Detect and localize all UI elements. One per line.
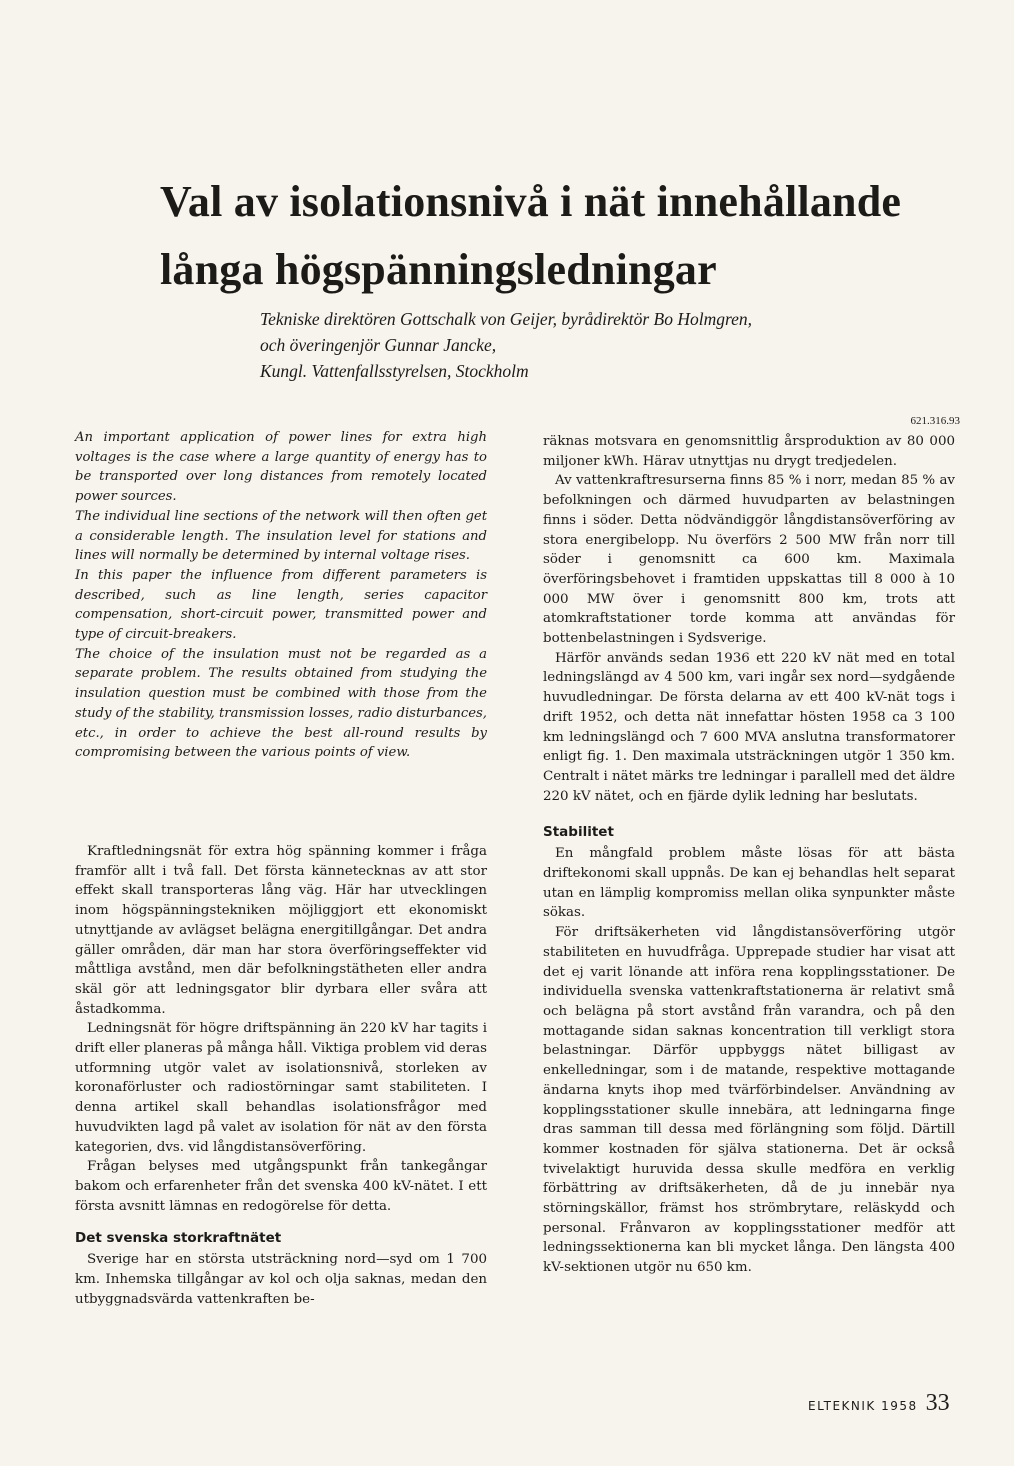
- page-number: 33: [925, 1390, 950, 1416]
- abstract-paragraph: An important application of power lines for extra high voltages is the case where a large quantity of energy has to be transported over long distances from remotely located power sources.: [75, 430, 487, 505]
- section-heading: Det svenska storkraftnätet: [75, 1230, 282, 1247]
- left-body-column: [75, 842, 487, 1309]
- abstract-paragraph: In this paper the influence from different parameters is described, such as line length, series capacitor compensation, short-circuit power, transmitted power and type of circuit-breakers.: [75, 567, 487, 643]
- author-affiliation: Kungl. Vattenfallsstyrelsen, Stockholm: [260, 361, 529, 381]
- article-title: [160, 168, 960, 304]
- page-footer: [808, 1390, 968, 1417]
- body-paragraph: Frågan belyses med utgångspunkt från tankegångar bakom och erfarenheter från det svenska 400 kV-nätet. I ett första avsnitt lämnas en redogörelse för detta.: [75, 1159, 487, 1214]
- body-paragraph: Av vattenkraftresurserna finns 85 % i norr, medan 85 % av befolkningen och därmed huvudparten av belastningen finns i söder. Detta nödvändiggör långdistansöverföring av stora energibelopp. Nu överförs 2 500 MW från norr till söder i genomsnitt ca 600 km. Maximala överföringsbehovet i framtiden uppskattas till 8 000 à 10 000 MW över i genomsnitt 800 km, trots att atomkraftstationer torde komma att användas för bottenbelastningen i Sydsverige.: [543, 473, 955, 647]
- author-block: [260, 306, 900, 384]
- udc-classification: 621.316.93: [910, 415, 960, 427]
- section-heading: Stabilitet: [543, 824, 614, 841]
- right-body-column: [543, 432, 955, 1278]
- body-paragraph: Härför används sedan 1936 ett 220 kV nät med en total ledningslängd av 4 500 km, vari ingår sex nord—sydgående huvudledningar. De första delarna av ett 400 kV-nät togs i drift 1952, och detta nät innefattar hösten 1958 ca 3 100 km ledningslängd och 7 600 MVA anslutna transformatorer enligt fig. 1. Den maximala utsträckningen utgör 1 350 km. Centralt i nätet märks tre ledningar i parallell med det äldre 220 kV nätet, och en fjärde dylik ledning har beslutats.: [543, 650, 955, 804]
- body-paragraph: En mångfald problem måste lösas för att bästa driftekonomi skall uppnås. De kan ej behandlas helt separat utan en lämplig kompromiss mellan olika synpunkter måste sökas.: [543, 846, 955, 921]
- journal-name: ELTEKNIK 1958: [808, 1399, 918, 1413]
- abstract-paragraph: The individual line sections of the network will then often get a considerable length. The insulation level for stations and lines will normally be determined by internal voltage rises.: [75, 508, 488, 564]
- body-paragraph: Ledningsnät för högre driftspänning än 220 kV har tagits i drift eller planeras på många håll. Viktiga problem vid deras utformning utgör valet av isolationsnivå, storleken av koronaförluster och radiostörningar samt stabiliteten. I denna artikel skall behandlas isolationsfrågor med huvudvikten lagd på valet av isolation för nät av den första kategorien, dvs. vid långdistansöverföring.: [75, 1021, 487, 1155]
- title-line-2: långa högspänningsledningar: [160, 245, 717, 294]
- english-abstract: [75, 428, 487, 763]
- abstract-paragraph: The choice of the insulation must not be regarded as a separate problem. The results obtained from studying the insulation question must be combined with those from the study of the stability, transmission losses, radio disturbances, etc., in order to achieve the best all-round results by compromising between the various points of view.: [75, 646, 487, 761]
- title-line-1: Val av isolationsnivå i nät innehållande: [160, 177, 902, 226]
- body-paragraph: räknas motsvara en genomsnittlig årsproduktion av 80 000 miljoner kWh. Härav utnyttjas nu drygt tredjedelen.: [543, 434, 955, 469]
- author-line-1: Tekniske direktören Gottschalk von Geijer, byrådirektör Bo Holmgren,: [260, 309, 753, 329]
- body-paragraph: Sverige har en största utsträckning nord—syd om 1 700 km. Inhemska tillgångar av kol och olja saknas, medan den utbyggnadsvärda vattenkraften be-: [75, 1252, 487, 1307]
- body-paragraph: Kraftledningsnät för extra hög spänning kommer i fråga framför allt i två fall. Det första kännetecknas av att stor effekt skall transporteras lång väg. Här har utvecklingen inom högspänningstekniken möjliggjort ett ekonomiskt utnyttjande av avlägset belägna energitillgångar. Det andra gäller områden, där man har stora överföringseffekter vid måttliga avstånd, men där befolkningstätheten eller andra skäl gör att ledningsgator blir dyrbara eller svåra att åstadkomma.: [75, 844, 487, 1017]
- body-paragraph: För driftsäkerheten vid långdistansöverföring utgör stabiliteten en huvudfråga. Upprepade studier har visat att det ej varit lönande att införa rena kopplingsstationer. De individuella svenska vattenkraftstationerna är relativt små och belägna på stort avstånd från varandra, och på den mottagande sidan saknas koncentration till verkligt stora belastningar. Därför uppbyggs nätet billigast av enkelledningar, som i de matande, respektive mottagande ändarna knyts ihop med tvärförbindelser. Användning av kopplingsstationer skulle innebära, att ledningarna finge dras samman till dessa med förlängning som följd. Därtill kommer kostnaden för själva stationerna. Det är också tvivelaktigt huruvida dessa skulle medföra en verklig förbättring av driftsäkerheten, då de ju innebär nya störningskällor, främst hos strömbrytare, reläskydd och personal. Frånvaron av kopplingsstationer medför att ledningssektionerna kan bli mycket långa. Den längsta 400 kV-sektionen utgör nu 650 km.: [543, 925, 955, 1276]
- author-line-2: och överingenjör Gunnar Jancke,: [260, 335, 497, 355]
